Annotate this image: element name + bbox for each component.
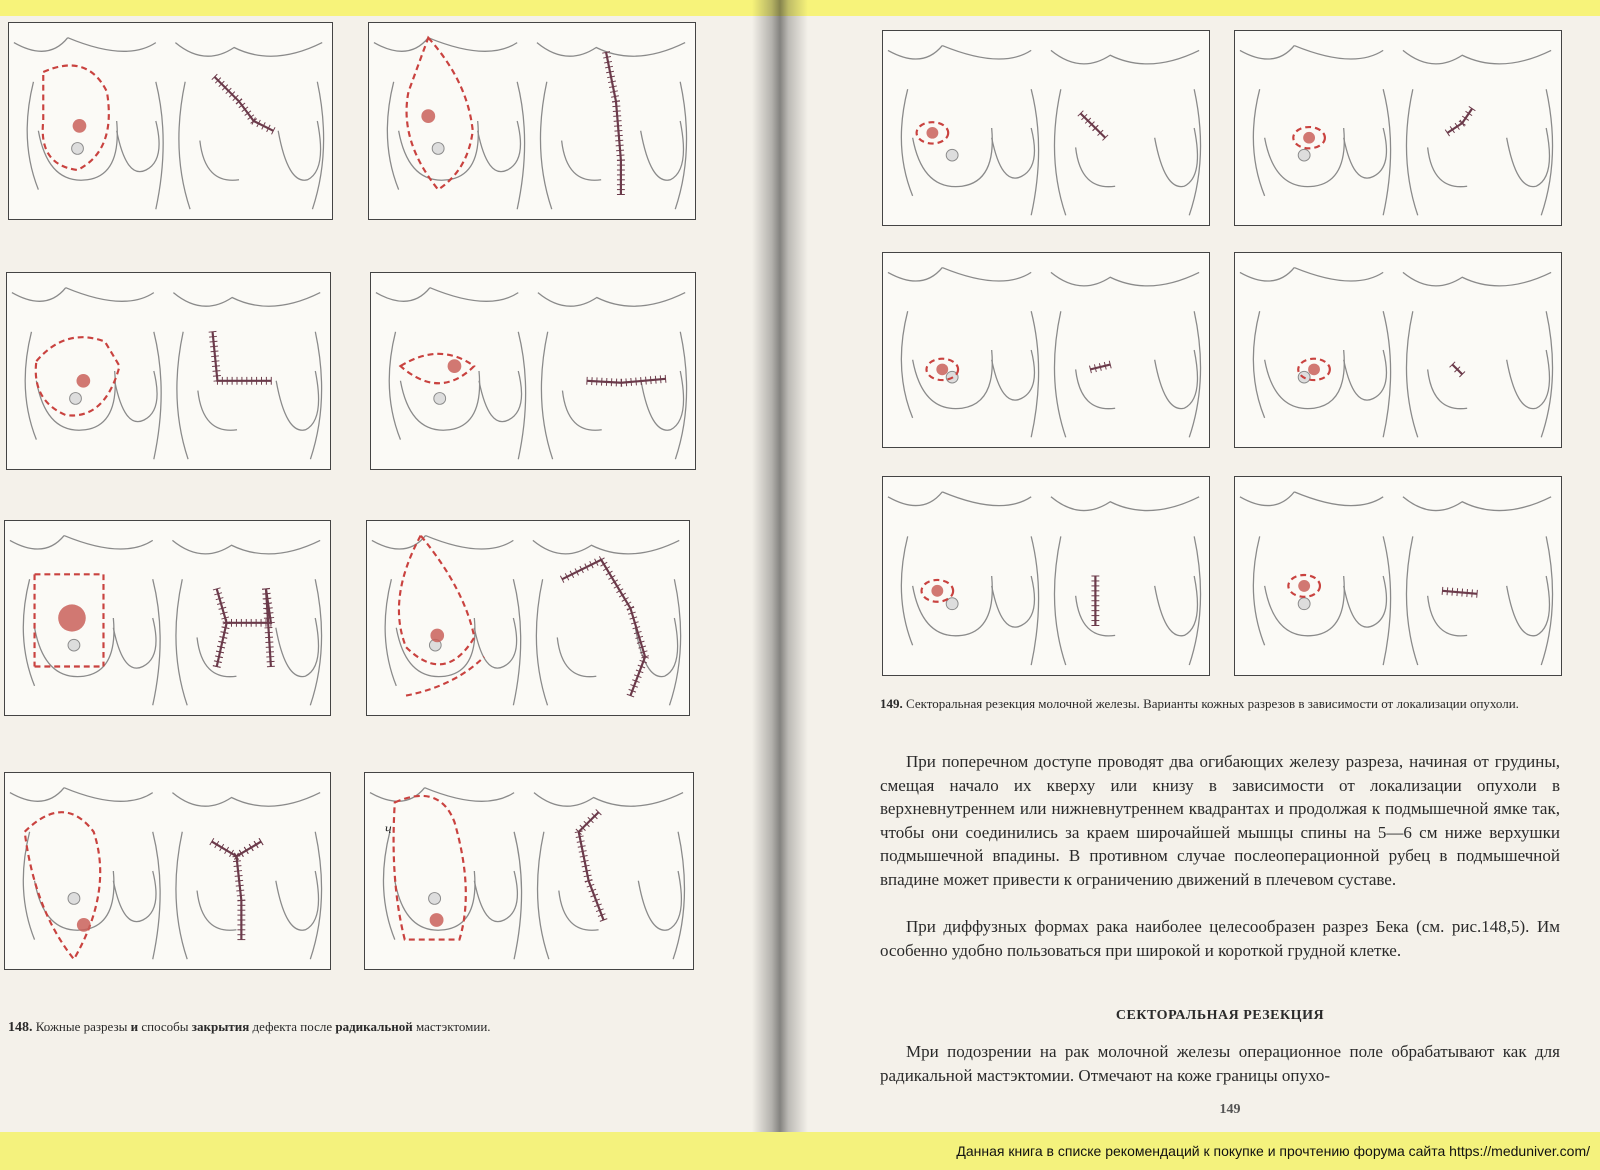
figure-148-panel-2 (368, 22, 696, 220)
paragraph-transverse-access: При поперечном доступе проводят два огибающих железу разреза, начиная от грудины, смещая начало их кверху или книзу в зависимости от локализации опухоли в верхневнутреннем или нижневнутреннем квадрантах и продолжая к подмышечной ямке так, чтобы они соединились за краем широчайшей мышцы спины на 5—6 см ниже верхушки подмышечной впадины. В противном случае послеоперационной рубец в подмышечной впадине может привести к ограничению движений в плечевом суставе. (880, 752, 1560, 889)
anatomy-sketch (371, 273, 695, 469)
anatomy-sketch (1235, 477, 1561, 675)
anatomy-sketch (883, 31, 1209, 225)
anatomy-sketch (7, 273, 330, 469)
section-heading: СЕКТОРАЛЬНАЯ РЕЗЕКЦИЯ (1115, 1008, 1325, 1023)
anatomy-sketch (367, 521, 689, 715)
caption-148-part: способы (138, 1019, 189, 1034)
book-spine-shadow (752, 0, 808, 1170)
body-paragraph-2 (880, 915, 1560, 962)
anatomy-sketch (369, 23, 695, 219)
figure-148-panel-label: ч (385, 822, 392, 837)
page-number: 149 (1219, 1102, 1241, 1117)
anatomy-sketch (5, 521, 330, 715)
footer-link-note: Данная книга в списке рекомендаций к покупке и прочтению форума сайта https://meduniver.com/ (956, 1143, 1590, 1159)
body-paragraph-3 (880, 1040, 1560, 1087)
body-paragraph-1 (880, 750, 1560, 891)
anatomy-sketch (883, 253, 1209, 447)
caption-148-part: мастэктомии. (412, 1019, 491, 1034)
caption-148-part: радикальной (332, 1019, 413, 1034)
paragraph-sector-resection: Мри подозрении на рак молочной железы операционное поле обрабатывают как для радикальной мастэктомии. Отмечают на коже границы опухо- (880, 1042, 1560, 1085)
caption-148-part: и (127, 1019, 139, 1034)
anatomy-sketch (365, 773, 693, 969)
caption-148-part: закрытия (188, 1019, 250, 1034)
figure-148-panel-5 (4, 520, 331, 716)
figure-148-panel-1 (8, 22, 333, 220)
figure-148-panel-7 (4, 772, 331, 970)
figure-148-panel-3 (6, 272, 331, 470)
figure-149-caption-text: Секторальная резекция молочной железы. Варианты кожных разрезов в зависимости от локализации опухоли. (906, 696, 1519, 711)
figure-149-panel-6 (1234, 476, 1562, 676)
anatomy-sketch (9, 23, 332, 219)
figure-148-caption (8, 1018, 728, 1036)
figure-148-panel-4 (370, 272, 696, 470)
paragraph-diffuse-forms: При диффузных формах рака наиболее целесообразен разрез Бека (см. рис.148,5). Им особенно удобно пользоваться при широкой и короткой грудной клетке. (880, 917, 1560, 960)
figure-148-number: 148. (8, 1020, 33, 1035)
figure-148-caption-text (36, 1019, 491, 1034)
figure-148-panel-6 (366, 520, 690, 716)
figure-149-caption (880, 695, 1560, 713)
figure-149-panel-4 (1234, 252, 1562, 448)
anatomy-sketch (5, 773, 330, 969)
figure-149-number: 149. (880, 696, 903, 711)
figure-149-panel-2 (1234, 30, 1562, 226)
figure-149-panel-1 (882, 30, 1210, 226)
figure-149-panel-3 (882, 252, 1210, 448)
anatomy-sketch (1235, 31, 1561, 225)
figure-149-panel-5 (882, 476, 1210, 676)
caption-148-part: Кожные разрезы (35, 1019, 128, 1034)
caption-148-part: дефекта после (249, 1019, 333, 1034)
anatomy-sketch (1235, 253, 1561, 447)
anatomy-sketch (883, 477, 1209, 675)
figure-148-panel-8 (364, 772, 694, 970)
